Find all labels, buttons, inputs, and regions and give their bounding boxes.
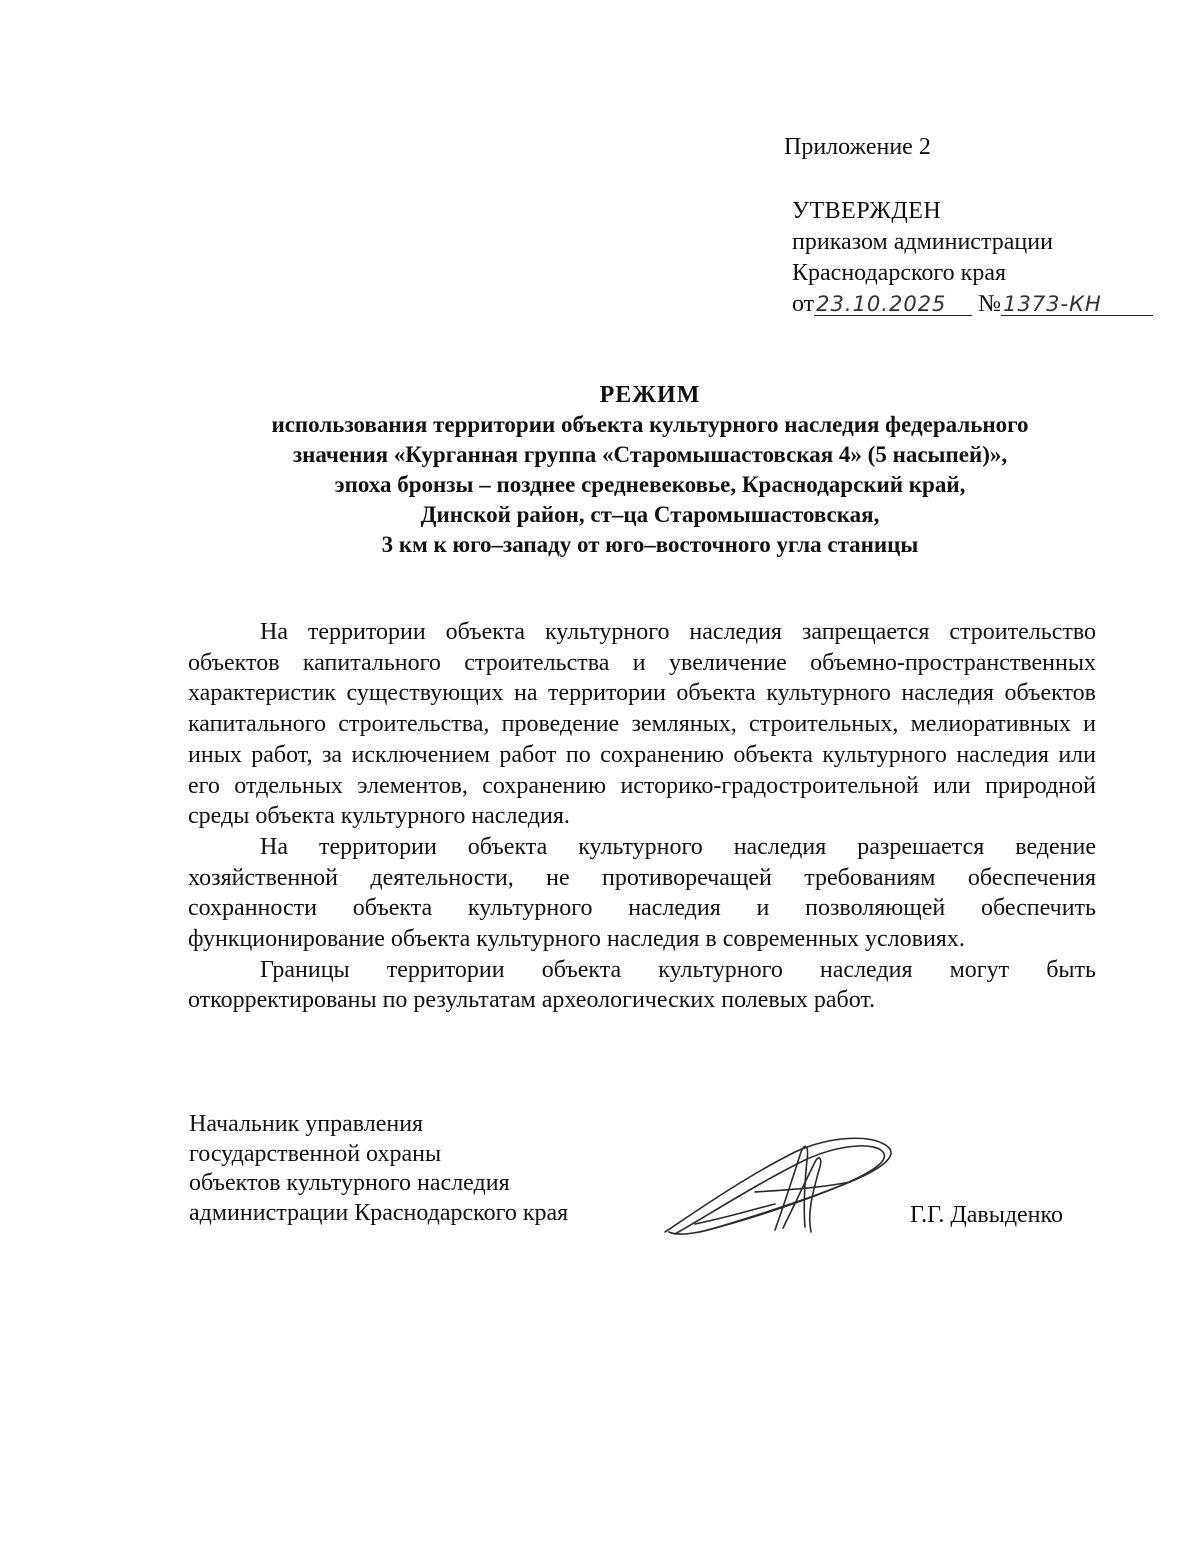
signer-position xyxy=(189,1110,568,1228)
document-main-title: РЕЖИМ xyxy=(599,382,701,408)
title-line-4: Динской район, ст–ца Старомышастовская, xyxy=(420,502,880,527)
signature-icon xyxy=(655,1132,905,1252)
approval-title: УТВЕРЖДЕН xyxy=(792,198,942,224)
approval-block xyxy=(792,196,1153,320)
body-paragraph-1: На территории объекта культурного наследия запрещается строительство объектов капитального строительства и увеличение объемно-пространственных характеристик существующих на территории объекта культурного наследия объектов капитального строительства, проведение земляных, строительных, мелиоративных и иных работ, за исключением работ по сохранению объекта культурного наследия или его отдельных элементов, сохранению историко-градостроительной или природной среды объекта культурного наследия. xyxy=(188,619,1096,830)
body-paragraph-3: Границы территории объекта культурного наследия могут быть откорректированы по результатам археологических полевых работ. xyxy=(188,956,1096,1014)
signer-position-line-1: Начальник управления xyxy=(189,1111,424,1137)
signer-position-line-4: администрации Краснодарского края xyxy=(189,1199,569,1226)
number-sign: № xyxy=(978,291,1002,317)
title-line-5: 3 км к юго–западу от юго–восточного угла станицы xyxy=(381,532,919,557)
title-line-2: значения «Курганная группа «Старомышастовская 4» (5 насыпей)», xyxy=(292,442,1008,467)
handwritten-order-number: 1373-КН xyxy=(1001,293,1153,316)
approval-line-1: приказом администрации xyxy=(792,229,1053,255)
document-body xyxy=(188,617,1096,1016)
appendix-label: Приложение 2 xyxy=(784,134,931,160)
document-title xyxy=(150,380,1150,560)
signer-position-line-2: государственной охраны xyxy=(189,1140,442,1167)
title-line-3: эпоха бронзы – позднее средневековье, Краснодарский край, xyxy=(334,472,966,497)
approval-from-prefix: от xyxy=(792,291,815,317)
signer-name: Г.Г. Давыденко xyxy=(910,1202,1063,1228)
body-paragraph-2: На территории объекта культурного наследия разрешается ведение хозяйственной деятельности, не противоречащей требованиям обеспечения сохранности объекта культурного наследия и позволяющей обеспечить функционирование объекта культурного наследия в современных условиях. xyxy=(188,833,1096,953)
signer-position-line-3: объектов культурного наследия xyxy=(189,1170,510,1196)
handwritten-date: 23.10.2025 xyxy=(814,293,972,316)
approval-line-2: Краснодарского края xyxy=(792,260,1007,286)
approval-date-number-line xyxy=(792,289,1153,320)
title-line-1: использования территории объекта культурного наследия федерального xyxy=(271,412,1029,437)
